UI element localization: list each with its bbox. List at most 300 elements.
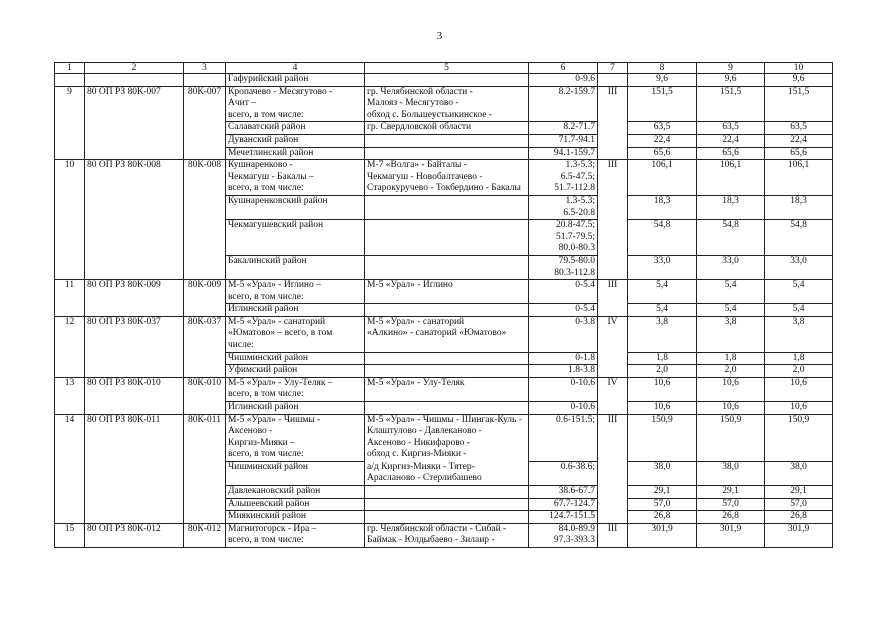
row-number bbox=[55, 86, 85, 122]
length-col9-text: 18,3 bbox=[722, 195, 739, 206]
length-col9-text: 10,6 bbox=[722, 402, 739, 413]
length-total-text: 301,9 bbox=[651, 523, 673, 534]
length-col9 bbox=[697, 365, 765, 378]
length-col10-text: 29,1 bbox=[790, 486, 807, 496]
road-category bbox=[598, 255, 628, 279]
road-id bbox=[85, 134, 184, 147]
length-col10 bbox=[765, 316, 833, 352]
row-number-text: 13 bbox=[64, 377, 75, 388]
road-id bbox=[85, 365, 184, 378]
row-number-text: 10 bbox=[64, 160, 75, 171]
road-category-text: III bbox=[607, 160, 618, 171]
km-range bbox=[529, 352, 598, 365]
length-col9-text: 65,6 bbox=[722, 147, 739, 158]
road-name bbox=[226, 352, 365, 365]
length-col10-text: 106,1 bbox=[787, 160, 810, 171]
length-col9 bbox=[697, 414, 765, 461]
km-range-text: 0.6-151.5; bbox=[555, 414, 595, 425]
road-code bbox=[184, 414, 226, 461]
row-number bbox=[55, 160, 85, 196]
road-id bbox=[85, 402, 184, 415]
route-description bbox=[365, 195, 529, 219]
road-category bbox=[598, 414, 628, 461]
row-number-text: 14 bbox=[64, 414, 75, 425]
km-range-text: 0.6-38.6; bbox=[560, 462, 595, 472]
table-row bbox=[55, 402, 833, 415]
route-description bbox=[365, 377, 529, 401]
length-col9 bbox=[697, 195, 765, 219]
length-total-text: 33,0 bbox=[653, 255, 671, 266]
length-col9 bbox=[697, 147, 765, 160]
table-row bbox=[55, 74, 833, 87]
length-col10 bbox=[765, 74, 833, 87]
length-total bbox=[628, 511, 697, 524]
road-id bbox=[85, 462, 184, 486]
route-description bbox=[365, 304, 529, 317]
length-total bbox=[628, 147, 697, 160]
road-code bbox=[184, 304, 226, 317]
road-code bbox=[184, 352, 226, 365]
route-description-text: М-5 «Урал» - Иглино bbox=[367, 280, 453, 291]
km-range bbox=[529, 134, 598, 147]
column-number-header bbox=[55, 63, 833, 74]
road-id-text: 80 ОП РЗ 80К-007 bbox=[87, 86, 161, 97]
table-row bbox=[55, 377, 833, 401]
length-col9-text: 5,4 bbox=[724, 304, 737, 315]
road-id bbox=[85, 280, 184, 304]
road-code-text: 80К-010 bbox=[187, 377, 222, 388]
row-number bbox=[55, 122, 85, 135]
km-range-text: 8.2-71.7 bbox=[563, 122, 595, 133]
col-header: 6 bbox=[529, 63, 598, 74]
route-description bbox=[365, 511, 529, 524]
length-total bbox=[628, 86, 697, 122]
km-range-text: 0-3.8 bbox=[575, 316, 595, 327]
road-name-text: Давлекановский район bbox=[228, 486, 321, 496]
road-id bbox=[85, 511, 184, 524]
route-description bbox=[365, 365, 529, 378]
col-header: 1 bbox=[55, 63, 85, 74]
table-row bbox=[55, 255, 833, 279]
road-name-text: Дуванский район bbox=[228, 134, 299, 145]
km-range bbox=[529, 402, 598, 415]
km-range-text: 1.3-5.3; 6.5-47.5; 51.7-112.8 bbox=[554, 160, 595, 194]
road-id bbox=[85, 377, 184, 401]
road-code bbox=[184, 498, 226, 511]
road-category bbox=[598, 86, 628, 122]
road-id bbox=[85, 486, 184, 499]
length-total-text: 10,6 bbox=[653, 377, 671, 388]
length-total bbox=[628, 316, 697, 352]
road-name-text: Магнитогорск - Ира – всего, в том числе: bbox=[228, 523, 317, 546]
km-range bbox=[529, 160, 598, 196]
col-header: 4 bbox=[226, 63, 365, 74]
road-name-text: М-5 «Урал» - Иглино – всего, в том числе: bbox=[228, 280, 321, 302]
table-row bbox=[55, 414, 833, 461]
road-category bbox=[598, 498, 628, 511]
length-total-text: 5,4 bbox=[656, 280, 668, 291]
length-col10 bbox=[765, 86, 833, 122]
route-description bbox=[365, 414, 529, 461]
length-col10-text: 1,8 bbox=[792, 352, 805, 363]
col-header: 7 bbox=[598, 63, 628, 74]
length-col10 bbox=[765, 352, 833, 365]
road-category bbox=[598, 304, 628, 317]
length-total bbox=[628, 462, 697, 486]
table-row bbox=[55, 195, 833, 219]
km-range bbox=[529, 462, 598, 486]
length-col10 bbox=[765, 365, 833, 378]
route-description bbox=[365, 352, 529, 365]
length-col9 bbox=[697, 402, 765, 415]
length-col10-text: 33,0 bbox=[790, 255, 807, 266]
row-number-text: 15 bbox=[64, 523, 75, 534]
road-name-text: Кушнаренковский район bbox=[228, 195, 328, 206]
length-col10-text: 5,4 bbox=[792, 280, 805, 291]
length-total bbox=[628, 352, 697, 365]
length-col9-text: 1,8 bbox=[724, 352, 737, 363]
row-number bbox=[55, 377, 85, 401]
length-total bbox=[628, 377, 697, 401]
length-col9 bbox=[697, 304, 765, 317]
road-name bbox=[226, 511, 365, 524]
road-name-text: М-5 «Урал» - Улу-Теляк – всего, в том числе: bbox=[228, 377, 333, 400]
road-code bbox=[184, 134, 226, 147]
road-code bbox=[184, 462, 226, 486]
table-row bbox=[55, 486, 833, 499]
length-col10 bbox=[765, 462, 833, 486]
length-col9-text: 63,5 bbox=[722, 122, 739, 133]
length-total bbox=[628, 365, 697, 378]
road-id-text: 80 ОП РЗ 80К-008 bbox=[87, 160, 161, 171]
row-number-text: 12 bbox=[64, 316, 75, 327]
road-category bbox=[598, 365, 628, 378]
length-total bbox=[628, 523, 697, 547]
km-range-text: 71.7-94.1 bbox=[558, 134, 595, 145]
length-col9 bbox=[697, 122, 765, 135]
table-row bbox=[55, 511, 833, 524]
length-total-text: 26,8 bbox=[653, 511, 671, 522]
length-col9-text: 22,4 bbox=[722, 134, 739, 145]
km-range-text: 124.7-151.5 bbox=[549, 511, 595, 522]
route-description-text: гр. Свердловской области bbox=[367, 122, 472, 133]
road-category-text: III bbox=[607, 86, 618, 97]
road-name bbox=[226, 280, 365, 304]
table-row bbox=[55, 304, 833, 317]
road-name bbox=[226, 220, 365, 256]
road-category bbox=[598, 220, 628, 256]
table-row bbox=[55, 523, 833, 547]
length-col9-text: 151,5 bbox=[719, 86, 742, 97]
road-code bbox=[184, 86, 226, 122]
km-range bbox=[529, 511, 598, 524]
table-row bbox=[55, 220, 833, 256]
length-col10 bbox=[765, 402, 833, 415]
length-col10-text: 10,6 bbox=[790, 377, 807, 388]
length-col9-text: 54,8 bbox=[722, 220, 739, 231]
road-id bbox=[85, 255, 184, 279]
road-name-text: Салаватский район bbox=[228, 122, 306, 133]
road-category-text: IV bbox=[607, 316, 618, 327]
km-range-text: 8.2-159.7 bbox=[558, 86, 595, 97]
road-id bbox=[85, 304, 184, 317]
length-col9-text: 57,0 bbox=[722, 498, 739, 509]
length-col10-text: 3,8 bbox=[792, 316, 805, 327]
road-category bbox=[598, 160, 628, 196]
route-description bbox=[365, 316, 529, 352]
road-name-text: Уфимский район bbox=[228, 365, 298, 376]
length-total bbox=[628, 195, 697, 219]
row-number bbox=[55, 523, 85, 547]
row-number bbox=[55, 511, 85, 524]
road-id-text: 80 ОП РЗ 80К-011 bbox=[87, 414, 161, 425]
length-col9-text: 2,0 bbox=[724, 365, 737, 376]
length-col9 bbox=[697, 511, 765, 524]
length-col10-text: 301,9 bbox=[787, 523, 810, 534]
length-col9-text: 29,1 bbox=[722, 486, 739, 496]
length-total-text: 5,4 bbox=[656, 304, 668, 315]
length-col9-text: 26,8 bbox=[722, 511, 739, 522]
km-range-text: 0-5.4 bbox=[575, 280, 595, 291]
length-col10 bbox=[765, 414, 833, 461]
route-description bbox=[365, 402, 529, 415]
road-id bbox=[85, 352, 184, 365]
length-col10 bbox=[765, 134, 833, 147]
length-col9 bbox=[697, 352, 765, 365]
km-range bbox=[529, 377, 598, 401]
route-description-text: М-5 «Урал» - Улу-Теляк bbox=[367, 377, 465, 388]
road-name bbox=[226, 147, 365, 160]
road-id bbox=[85, 316, 184, 352]
length-total bbox=[628, 74, 697, 87]
road-category bbox=[598, 523, 628, 547]
road-code bbox=[184, 316, 226, 352]
km-range-text: 1.8-3.8 bbox=[568, 365, 595, 376]
length-col9 bbox=[697, 377, 765, 401]
road-category-text: III bbox=[607, 414, 618, 425]
length-total-text: 63,5 bbox=[653, 122, 671, 133]
route-description bbox=[365, 74, 529, 87]
road-id bbox=[85, 498, 184, 511]
length-total bbox=[628, 304, 697, 317]
length-total-text: 1,8 bbox=[656, 352, 668, 363]
km-range-text: 0-5.4 bbox=[575, 304, 595, 315]
length-col10 bbox=[765, 160, 833, 196]
road-code bbox=[184, 220, 226, 256]
row-number bbox=[55, 195, 85, 219]
road-name-text: М-5 «Урал» - санаторий «Юматово» – всего, в том числе: bbox=[228, 316, 333, 351]
length-col9-text: 106,1 bbox=[719, 160, 742, 171]
road-category bbox=[598, 74, 628, 87]
km-range bbox=[529, 316, 598, 352]
row-number bbox=[55, 498, 85, 511]
route-description bbox=[365, 147, 529, 160]
table-row bbox=[55, 122, 833, 135]
road-code bbox=[184, 147, 226, 160]
length-total-text: 151,5 bbox=[651, 86, 673, 97]
km-range bbox=[529, 414, 598, 461]
route-description-text: гр. Челябинской области - Сибай - Баймак - Юлдыбаево - Зилаир - bbox=[367, 523, 507, 546]
row-number bbox=[55, 486, 85, 499]
road-id bbox=[85, 147, 184, 160]
length-col10 bbox=[765, 122, 833, 135]
length-col10-text: 26,8 bbox=[790, 511, 807, 522]
length-col10 bbox=[765, 195, 833, 219]
km-range-text: 94.1-159.7 bbox=[553, 147, 595, 158]
km-range-text: 79.5-80.0 80.3-112.8 bbox=[554, 255, 595, 278]
row-number bbox=[55, 414, 85, 461]
km-range bbox=[529, 220, 598, 256]
length-col10 bbox=[765, 511, 833, 524]
road-category-text: III bbox=[607, 280, 618, 291]
road-name-text: М-5 «Урал» - Чишмы - Аксеново - Киргиз-Мияки – всего, в том числе: bbox=[228, 414, 321, 460]
length-col10 bbox=[765, 377, 833, 401]
length-col10 bbox=[765, 523, 833, 547]
road-name bbox=[226, 195, 365, 219]
road-id bbox=[85, 86, 184, 122]
length-col9 bbox=[697, 486, 765, 499]
length-total bbox=[628, 280, 697, 304]
length-total-text: 9,6 bbox=[656, 74, 668, 84]
road-category bbox=[598, 377, 628, 401]
road-name bbox=[226, 365, 365, 378]
length-col9-text: 33,0 bbox=[722, 255, 739, 266]
row-number-text: 11 bbox=[64, 280, 75, 291]
road-id bbox=[85, 414, 184, 461]
road-code bbox=[184, 122, 226, 135]
road-name-text: Чишминский район bbox=[228, 462, 309, 472]
length-total-text: 29,1 bbox=[653, 486, 671, 496]
km-range bbox=[529, 498, 598, 511]
road-id-text: 80 ОП РЗ 80К-010 bbox=[87, 377, 161, 388]
km-range-text: 0-10.6 bbox=[570, 377, 595, 388]
length-col10 bbox=[765, 255, 833, 279]
row-number bbox=[55, 402, 85, 415]
row-number bbox=[55, 462, 85, 486]
col-header: 5 bbox=[365, 63, 529, 74]
col-header: 8 bbox=[628, 63, 697, 74]
road-category bbox=[598, 352, 628, 365]
km-range bbox=[529, 122, 598, 135]
length-col9-text: 9,6 bbox=[724, 74, 737, 84]
length-total bbox=[628, 134, 697, 147]
page-number: 3 bbox=[436, 30, 443, 42]
length-col10-text: 22,4 bbox=[790, 134, 807, 145]
km-range-text: 0-10.6 bbox=[570, 402, 595, 413]
row-number bbox=[55, 280, 85, 304]
road-code bbox=[184, 523, 226, 547]
road-name-text: Чекмагушевский район bbox=[228, 220, 324, 231]
road-name bbox=[226, 304, 365, 317]
length-total bbox=[628, 498, 697, 511]
length-col9 bbox=[697, 134, 765, 147]
road-name bbox=[226, 498, 365, 511]
road-category bbox=[598, 511, 628, 524]
table-row bbox=[55, 86, 833, 122]
km-range-text: 0-1.8 bbox=[575, 352, 595, 363]
road-category bbox=[598, 316, 628, 352]
length-total bbox=[628, 486, 697, 499]
length-col10 bbox=[765, 220, 833, 256]
road-category bbox=[598, 134, 628, 147]
length-total-text: 65,6 bbox=[653, 147, 671, 158]
route-description-text: гр. Челябинской области - Малояз - Месягутово - обход с. Большеустьикинское - bbox=[367, 86, 492, 120]
length-col9-text: 10,6 bbox=[722, 377, 739, 388]
road-name-text: Мечетлинский район bbox=[228, 147, 314, 158]
km-range-text: 1.3-5.3; 6.5-20.8 bbox=[563, 195, 595, 218]
length-col10-text: 150,9 bbox=[787, 414, 810, 425]
length-col10-text: 18,3 bbox=[790, 195, 807, 206]
length-total-text: 22,4 bbox=[653, 134, 671, 145]
length-col9 bbox=[697, 498, 765, 511]
table-row bbox=[55, 147, 833, 160]
road-code bbox=[184, 280, 226, 304]
length-col9 bbox=[697, 74, 765, 87]
table-body bbox=[55, 74, 833, 548]
route-description bbox=[365, 523, 529, 547]
table-row bbox=[55, 498, 833, 511]
road-code-text: 80К-008 bbox=[187, 160, 222, 171]
road-name bbox=[226, 523, 365, 547]
row-number bbox=[55, 147, 85, 160]
road-name bbox=[226, 134, 365, 147]
road-name bbox=[226, 86, 365, 122]
route-description bbox=[365, 462, 529, 486]
road-category bbox=[598, 195, 628, 219]
table-row bbox=[55, 316, 833, 352]
length-col9 bbox=[697, 220, 765, 256]
length-total bbox=[628, 255, 697, 279]
road-category bbox=[598, 280, 628, 304]
table-row bbox=[55, 352, 833, 365]
road-name bbox=[226, 122, 365, 135]
road-name bbox=[226, 316, 365, 352]
road-name bbox=[226, 462, 365, 486]
road-name-text: Альшеевский район bbox=[228, 498, 310, 509]
row-number bbox=[55, 220, 85, 256]
km-range-text: 84.0-89.9 97.3-393.3 bbox=[553, 523, 595, 546]
km-range bbox=[529, 255, 598, 279]
road-id bbox=[85, 160, 184, 196]
km-range bbox=[529, 147, 598, 160]
route-description bbox=[365, 86, 529, 122]
length-col9 bbox=[697, 280, 765, 304]
table-row bbox=[55, 280, 833, 304]
length-total-text: 10,6 bbox=[653, 402, 671, 413]
road-code bbox=[184, 402, 226, 415]
km-range bbox=[529, 304, 598, 317]
road-id-text: 80 ОП РЗ 80К-009 bbox=[87, 280, 161, 291]
row-number bbox=[55, 352, 85, 365]
route-description-text: а/д Киргиз-Мияки - Тятер- Арасланово - Стерлибашево bbox=[367, 461, 482, 484]
road-code bbox=[184, 74, 226, 87]
route-description bbox=[365, 498, 529, 511]
road-code-text: 80К-012 bbox=[187, 523, 222, 534]
road-code bbox=[184, 377, 226, 401]
col-header: 3 bbox=[184, 63, 226, 74]
road-name bbox=[226, 74, 365, 87]
length-total-text: 150,9 bbox=[651, 414, 673, 425]
table-row bbox=[55, 462, 833, 486]
length-col9 bbox=[697, 86, 765, 122]
route-description bbox=[365, 220, 529, 256]
km-range bbox=[529, 195, 598, 219]
road-name-text: Кропачево - Месягутово - Ачит – всего, в том числе: bbox=[228, 86, 333, 120]
length-col10-text: 38,0 bbox=[790, 462, 807, 472]
road-id bbox=[85, 74, 184, 87]
length-col9 bbox=[697, 160, 765, 196]
length-col10 bbox=[765, 147, 833, 160]
